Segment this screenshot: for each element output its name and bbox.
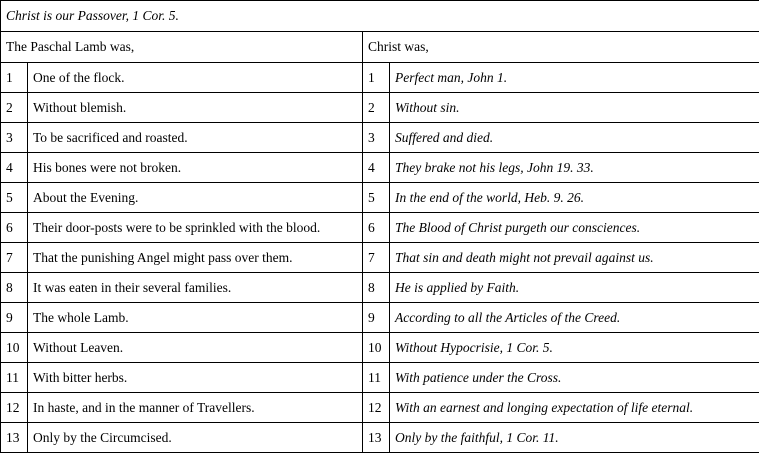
christ-number: 3 — [363, 123, 390, 153]
lamb-number: 8 — [1, 273, 28, 303]
christ-fulfillment: Without Hypocrisie, 1 Cor. 5. — [390, 333, 759, 363]
lamb-number: 7 — [1, 243, 28, 273]
christ-fulfillment: With an earnest and longing expectation of life eternal. — [390, 393, 759, 423]
lamb-number: 6 — [1, 213, 28, 243]
lamb-attribute: About the Evening. — [28, 183, 363, 213]
christ-fulfillment: Perfect man, John 1. — [390, 63, 759, 93]
christ-number: 12 — [363, 393, 390, 423]
table-row — [1, 63, 759, 93]
table-row — [1, 123, 759, 153]
header-paschal-lamb: The Paschal Lamb was, — [1, 32, 363, 63]
christ-number: 1 — [363, 63, 390, 93]
lamb-number: 2 — [1, 93, 28, 123]
christ-fulfillment: They brake not his legs, John 19. 33. — [390, 153, 759, 183]
table-title: Christ is our Passover, 1 Cor. 5. — [1, 1, 759, 32]
title-row — [1, 1, 759, 32]
table-row — [1, 393, 759, 423]
christ-number: 11 — [363, 363, 390, 393]
header-row — [1, 32, 759, 63]
christ-number: 10 — [363, 333, 390, 363]
lamb-number: 10 — [1, 333, 28, 363]
table-row — [1, 333, 759, 363]
lamb-attribute: The whole Lamb. — [28, 303, 363, 333]
table-row — [1, 363, 759, 393]
lamb-number: 9 — [1, 303, 28, 333]
lamb-attribute: It was eaten in their several families. — [28, 273, 363, 303]
lamb-number: 12 — [1, 393, 28, 423]
christ-fulfillment: Only by the faithful, 1 Cor. 11. — [390, 423, 759, 453]
christ-number: 9 — [363, 303, 390, 333]
christ-fulfillment: The Blood of Christ purgeth our consciences. — [390, 213, 759, 243]
christ-fulfillment: Suffered and died. — [390, 123, 759, 153]
lamb-attribute: One of the flock. — [28, 63, 363, 93]
table-row — [1, 213, 759, 243]
header-christ: Christ was, — [363, 32, 759, 63]
lamb-attribute: Their door-posts were to be sprinkled with the blood. — [28, 213, 363, 243]
table-row — [1, 93, 759, 123]
table-row — [1, 273, 759, 303]
lamb-attribute: To be sacrificed and roasted. — [28, 123, 363, 153]
christ-number: 6 — [363, 213, 390, 243]
table-row — [1, 423, 759, 453]
table-row — [1, 183, 759, 213]
christ-fulfillment: In the end of the world, Heb. 9. 26. — [390, 183, 759, 213]
christ-fulfillment: With patience under the Cross. — [390, 363, 759, 393]
christ-number: 7 — [363, 243, 390, 273]
lamb-number: 11 — [1, 363, 28, 393]
christ-fulfillment: That sin and death might not prevail against us. — [390, 243, 759, 273]
lamb-attribute: With bitter herbs. — [28, 363, 363, 393]
table-row — [1, 243, 759, 273]
lamb-number: 1 — [1, 63, 28, 93]
lamb-number: 3 — [1, 123, 28, 153]
christ-number: 8 — [363, 273, 390, 303]
table-row — [1, 303, 759, 333]
christ-fulfillment: Without sin. — [390, 93, 759, 123]
lamb-attribute: Without Leaven. — [28, 333, 363, 363]
lamb-attribute: His bones were not broken. — [28, 153, 363, 183]
christ-number: 2 — [363, 93, 390, 123]
lamb-attribute: In haste, and in the manner of Travellers. — [28, 393, 363, 423]
lamb-attribute: Only by the Circumcised. — [28, 423, 363, 453]
lamb-attribute: That the punishing Angel might pass over them. — [28, 243, 363, 273]
lamb-number: 13 — [1, 423, 28, 453]
christ-number: 5 — [363, 183, 390, 213]
christ-fulfillment: According to all the Articles of the Creed. — [390, 303, 759, 333]
lamb-number: 4 — [1, 153, 28, 183]
christ-fulfillment: He is applied by Faith. — [390, 273, 759, 303]
table-row — [1, 153, 759, 183]
christ-number: 13 — [363, 423, 390, 453]
christ-number: 4 — [363, 153, 390, 183]
lamb-attribute: Without blemish. — [28, 93, 363, 123]
lamb-number: 5 — [1, 183, 28, 213]
